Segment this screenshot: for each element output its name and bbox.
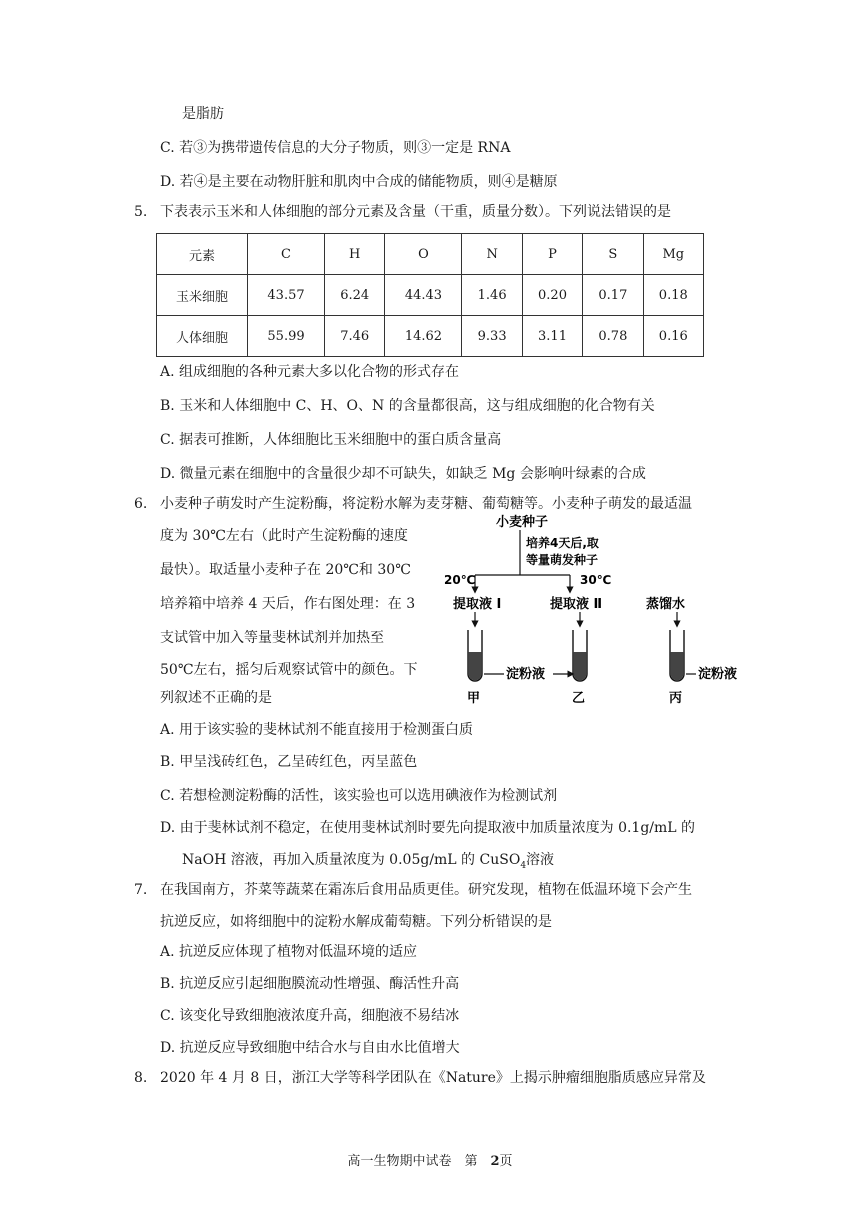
table-cell: P — [522, 234, 582, 275]
diagram-seed-label: 小麦种子 — [496, 515, 549, 530]
diagram-extract-2: 提取液 Ⅱ — [550, 597, 603, 612]
table-cell: 0.78 — [583, 316, 643, 357]
table-cell: 44.43 — [385, 275, 462, 316]
table-cell: 7.46 — [325, 316, 385, 357]
table-cell: 人体细胞 — [157, 316, 248, 357]
test-tube-jia — [468, 630, 482, 681]
table-cell: 14.62 — [385, 316, 462, 357]
table-cell: 55.99 — [248, 316, 325, 357]
footer-text: 高一生物期中试卷 第 — [347, 1154, 491, 1169]
tube-label-bing: 丙 — [669, 691, 683, 706]
q7-option-c: C. 该变化导致细胞液浓度升高，细胞液不易结冰 — [160, 1008, 460, 1024]
question-6-stem-line7: 列叙述不正确的是 — [160, 690, 272, 706]
question-6-stem-line2: 度为 30℃左右（此时产生淀粉酶的速度 — [160, 528, 408, 544]
q7-option-b: B. 抗逆反应引起细胞膜流动性增强、酶活性升高 — [160, 976, 460, 992]
q6-option-d-line2 — [182, 850, 554, 876]
table-cell: 元素 — [157, 234, 248, 275]
table-cell: 0.16 — [643, 316, 703, 357]
q6-option-c: C. 若想检测淀粉酶的活性，该实验也可以选用碘液作为检测试剂 — [160, 788, 558, 804]
question-number-7: 7. — [134, 882, 148, 898]
q6-option-b: B. 甲呈浅砖红色，乙呈砖红色，丙呈蓝色 — [160, 754, 418, 770]
diagram-starch-label-2: 淀粉液 — [698, 667, 738, 682]
q5-option-a: A. 组成细胞的各种元素大多以化合物的形式存在 — [160, 364, 460, 380]
question-6-stem-line5: 支试管中加入等量斐林试剂并加热至 — [160, 630, 384, 646]
footer-suffix: 页 — [499, 1154, 513, 1169]
diagram-water-label: 蒸馏水 — [646, 597, 686, 612]
diagram-step-line1: 培养4天后,取 — [526, 536, 599, 550]
q6-option-d-text-a: NaOH 溶液，再加入质量浓度为 0.05g/mL 的 CuSO — [182, 852, 521, 868]
element-content-table — [156, 233, 704, 357]
tube-label-jia: 甲 — [467, 691, 481, 706]
table-cell: C — [248, 234, 325, 275]
table-cell: 43.57 — [248, 275, 325, 316]
q4-option-d: D. 若④是主要在动物肝脏和肌肉中合成的储能物质，则④是糖原 — [160, 174, 558, 190]
test-tube-bing — [670, 630, 684, 681]
table-cell: 3.11 — [522, 316, 582, 357]
table-cell: 1.46 — [462, 275, 522, 316]
q5-option-d: D. 微量元素在细胞中的含量很少却不可缺失，如缺乏 Mg 会影响叶绿素的合成 — [160, 466, 646, 482]
q4-option-b-continuation: 是脂肪 — [182, 106, 224, 122]
table-cell: 0.18 — [643, 275, 703, 316]
question-6-stem-line6: 50℃左右，摇匀后观察试管中的颜色。下 — [160, 662, 418, 678]
q6-option-d-line1: D. 由于斐林试剂不稳定，在使用斐林试剂时要先向提取液中加质量浓度为 0.1g/mL 的 — [160, 820, 696, 836]
table-cell: H — [325, 234, 385, 275]
table-cell: 6.24 — [325, 275, 385, 316]
table-row — [157, 275, 704, 316]
question-7-stem-line2: 抗逆反应，如将细胞中的淀粉水解成葡萄糖。下列分析错误的是 — [160, 914, 552, 930]
table-header-row — [157, 234, 704, 275]
q5-option-c: C. 据表可推断，人体细胞比玉米细胞中的蛋白质含量高 — [160, 432, 502, 448]
q7-option-a: A. 抗逆反应体现了植物对低温环境的适应 — [160, 944, 418, 960]
q6-option-d-text-b: 溶液 — [526, 852, 555, 868]
table-cell: 玉米细胞 — [157, 275, 248, 316]
table-cell: 0.17 — [583, 275, 643, 316]
test-tube-yi — [573, 630, 587, 681]
question-number-6: 6. — [134, 496, 148, 512]
question-8-stem: 2020 年 4 月 8 日，浙江大学等科学团队在《Nature》上揭示肿瘤细胞脂质感应异常及 — [160, 1070, 706, 1086]
table-cell: Mg — [643, 234, 703, 275]
question-6-stem-line1: 小麦种子萌发时产生淀粉酶，将淀粉水解为麦芽糖、葡萄糖等。小麦种子萌发的最适温 — [160, 496, 692, 512]
table-row — [157, 316, 704, 357]
diagram-temp-20: 20℃ — [444, 573, 476, 587]
question-7-stem-line1: 在我国南方，芥菜等蔬菜在霜冻后食用品质更佳。研究发现，植物在低温环境下会产生 — [160, 882, 692, 898]
q6-option-a: A. 用于该实验的斐林试剂不能直接用于检测蛋白质 — [160, 722, 474, 738]
q4-option-c: C. 若③为携带遗传信息的大分子物质，则③一定是 RNA — [160, 140, 511, 156]
table-cell: N — [462, 234, 522, 275]
diagram-step-line2: 等量萌发种子 — [526, 553, 599, 567]
footer-page-number: 2 — [490, 1154, 500, 1169]
question-5-stem: 下表表示玉米和人体细胞的部分元素及含量（干重，质量分数）。下列说法错误的是 — [160, 204, 671, 220]
table-cell: O — [385, 234, 462, 275]
table-cell: 0.20 — [522, 275, 582, 316]
table-cell: 9.33 — [462, 316, 522, 357]
q7-option-d: D. 抗逆反应导致细胞中结合水与自由水比值增大 — [160, 1040, 460, 1056]
page-footer — [0, 1150, 860, 1169]
subscript-4: 4 — [520, 860, 527, 871]
table-cell: S — [583, 234, 643, 275]
diagram-starch-label-1: 淀粉液 — [506, 667, 546, 682]
question-6-stem-line3: 最快）。取适量小麦种子在 20℃和 30℃ — [160, 562, 411, 578]
experiment-diagram — [440, 512, 770, 708]
q5-option-b: B. 玉米和人体细胞中 C、H、O、N 的含量都很高，这与组成细胞的化合物有关 — [160, 398, 655, 414]
tube-label-yi: 乙 — [572, 691, 586, 706]
question-number-5: 5. — [134, 204, 148, 220]
diagram-extract-1: 提取液 Ⅰ — [453, 597, 502, 612]
question-6-stem-line4: 培养箱中培养 4 天后，作右图处理：在 3 — [160, 596, 416, 612]
diagram-temp-30: 30℃ — [580, 573, 612, 587]
question-number-8: 8. — [134, 1070, 148, 1086]
